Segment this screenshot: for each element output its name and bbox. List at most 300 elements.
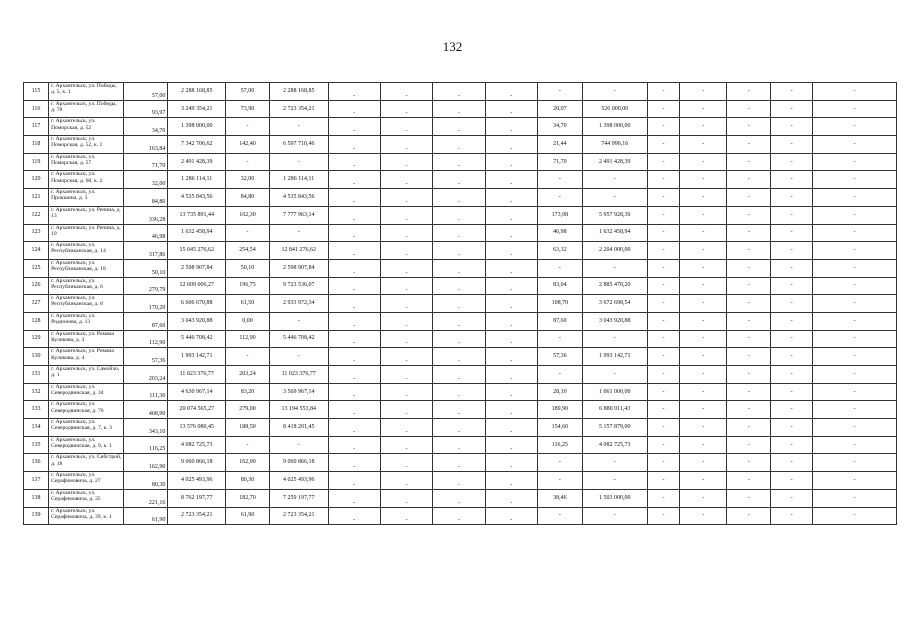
empty-value-cell: - (328, 189, 380, 207)
total-cost-cell: 5 446 708,42 (168, 330, 226, 348)
empty-value-cell: - (380, 419, 432, 437)
total-cost-cell: 13 735 891,44 (168, 206, 226, 224)
row-number-cell: 126 (24, 277, 49, 295)
area-2-cell: 57,36 (537, 348, 582, 366)
cost-2-cell: - (582, 507, 647, 525)
row-number-cell: 131 (24, 366, 49, 384)
row-number-cell: 139 (24, 507, 49, 525)
total-cost-cell: 3 043 920,88 (168, 312, 226, 330)
area-2-cell: 38,46 (537, 489, 582, 507)
area-1-cell: 182,70 (225, 489, 269, 507)
empty-value-cell: - (727, 436, 771, 454)
area-2-cell: 116,25 (537, 436, 582, 454)
table-body (24, 83, 897, 525)
empty-value-cell: - (433, 507, 485, 525)
empty-value-cell: - (680, 401, 727, 419)
empty-value-cell: - (328, 136, 380, 154)
row-number-cell: 115 (24, 83, 49, 101)
total-area-cell: 87,60 (124, 312, 168, 330)
empty-value-cell: - (727, 295, 771, 313)
total-area-cell: 279,79 (124, 277, 168, 295)
empty-value-cell: - (647, 277, 679, 295)
empty-value-cell: - (380, 489, 432, 507)
row-number-cell: 134 (24, 419, 49, 437)
area-2-cell: 108,70 (537, 295, 582, 313)
empty-value-cell: - (727, 277, 771, 295)
empty-value-cell: - (771, 312, 813, 330)
area-2-cell: - (537, 83, 582, 101)
empty-value-cell: - (771, 348, 813, 366)
empty-value-cell: - (647, 507, 679, 525)
empty-value-cell: - (771, 118, 813, 136)
area-1-cell: 279,00 (225, 401, 269, 419)
cost-2-cell: 5 957 928,30 (582, 206, 647, 224)
cost-1-cell: - (269, 153, 328, 171)
empty-value-cell: - (727, 401, 771, 419)
empty-value-cell: - (680, 206, 727, 224)
address-cell: г. Архангельск, ул. Поморская, д. 68, к. 2 (49, 171, 124, 189)
page-number: 132 (442, 39, 463, 54)
row-number-cell: 119 (24, 153, 49, 171)
total-area-cell: 61,90 (124, 507, 168, 525)
area-1-cell: 162,90 (225, 454, 269, 472)
empty-value-cell: - (380, 118, 432, 136)
total-cost-cell: 4 630 967,14 (168, 383, 226, 401)
area-1-cell: 0,00 (225, 312, 269, 330)
empty-value-cell: - (328, 507, 380, 525)
empty-value-cell: - (727, 507, 771, 525)
cost-1-cell: 7 259 197,77 (269, 489, 328, 507)
cost-1-cell: - (269, 348, 328, 366)
empty-value-cell: - (485, 383, 537, 401)
empty-value-cell: - (485, 118, 537, 136)
area-2-cell: 20,07 (537, 100, 582, 118)
empty-value-cell: - (433, 436, 485, 454)
empty-value-cell: - (680, 171, 727, 189)
address-cell: г. Архангельск, ул. Романа Куликова, д. 4 (49, 348, 124, 366)
address-cell: г. Архангельск, ул. Прокшина, д. 3 (49, 189, 124, 207)
empty-value-cell: - (380, 277, 432, 295)
empty-value-cell: - (813, 366, 897, 384)
area-1-cell: - (225, 153, 269, 171)
empty-value-cell: - (485, 401, 537, 419)
empty-value-cell: - (771, 366, 813, 384)
area-2-cell: - (537, 189, 582, 207)
area-2-cell: 173,98 (537, 206, 582, 224)
cost-1-cell: 11 023 376,77 (269, 366, 328, 384)
total-area-cell: 343,10 (124, 419, 168, 437)
cost-1-cell: 8 418 201,45 (269, 419, 328, 437)
table-row (24, 189, 897, 207)
total-cost-cell: 15 045 276,62 (168, 242, 226, 260)
table-row (24, 295, 897, 313)
empty-value-cell: - (727, 419, 771, 437)
area-2-cell: - (537, 454, 582, 472)
row-number-cell: 137 (24, 472, 49, 490)
area-1-cell: 50,10 (225, 259, 269, 277)
empty-value-cell: - (433, 454, 485, 472)
empty-value-cell: - (485, 259, 537, 277)
row-number-cell: 133 (24, 401, 49, 419)
empty-value-cell: - (328, 454, 380, 472)
total-area-cell: 57,36 (124, 348, 168, 366)
table-row (24, 348, 897, 366)
empty-value-cell: - (680, 277, 727, 295)
table-row (24, 206, 897, 224)
empty-value-cell: - (647, 348, 679, 366)
empty-value-cell: - (771, 489, 813, 507)
empty-value-cell: - (328, 100, 380, 118)
empty-value-cell: - (680, 100, 727, 118)
empty-value-cell: - (485, 206, 537, 224)
empty-value-cell: - (328, 206, 380, 224)
total-area-cell: 46,98 (124, 224, 168, 242)
empty-value-cell: - (433, 401, 485, 419)
total-area-cell: 80,30 (124, 472, 168, 490)
cost-1-cell: 1 286 114,11 (269, 171, 328, 189)
empty-value-cell: - (485, 189, 537, 207)
total-area-cell: 203,24 (124, 366, 168, 384)
address-cell: г. Архангельск, ул. Республиканская, д. 18 (49, 259, 124, 277)
empty-value-cell: - (647, 366, 679, 384)
empty-value-cell: - (680, 242, 727, 260)
empty-value-cell: - (647, 454, 679, 472)
table-row (24, 242, 897, 260)
total-area-cell: 84,80 (124, 189, 168, 207)
address-cell: г. Архангельск, ул. Республиканская, д. 6 (49, 277, 124, 295)
empty-value-cell: - (328, 153, 380, 171)
empty-value-cell: - (433, 189, 485, 207)
empty-value-cell: - (433, 366, 485, 384)
empty-value-cell: - (328, 171, 380, 189)
table-row (24, 366, 897, 384)
row-number-cell: 118 (24, 136, 49, 154)
total-cost-cell: 20 074 565,27 (168, 401, 226, 419)
table-row (24, 136, 897, 154)
total-cost-cell: 1 398 000,00 (168, 118, 226, 136)
empty-value-cell: - (380, 366, 432, 384)
cost-2-cell: 1 398 000,00 (582, 118, 647, 136)
empty-value-cell: - (647, 259, 679, 277)
empty-value-cell: - (433, 153, 485, 171)
row-number-cell: 116 (24, 100, 49, 118)
empty-value-cell: - (433, 489, 485, 507)
total-cost-cell: 4 025 493,96 (168, 472, 226, 490)
cost-2-cell: 6 880 011,43 (582, 401, 647, 419)
empty-value-cell: - (647, 83, 679, 101)
empty-value-cell: - (813, 348, 897, 366)
empty-value-cell: - (485, 100, 537, 118)
empty-value-cell: - (771, 206, 813, 224)
empty-value-cell: - (727, 242, 771, 260)
area-1-cell: 61,50 (225, 295, 269, 313)
empty-value-cell: - (328, 242, 380, 260)
empty-value-cell: - (647, 171, 679, 189)
row-number-cell: 138 (24, 489, 49, 507)
empty-value-cell: - (380, 330, 432, 348)
empty-value-cell: - (680, 189, 727, 207)
empty-value-cell: - (380, 153, 432, 171)
empty-value-cell: - (680, 419, 727, 437)
empty-value-cell: - (813, 153, 897, 171)
table-row (24, 489, 897, 507)
empty-value-cell: - (485, 277, 537, 295)
empty-value-cell: - (813, 330, 897, 348)
total-area-cell: 221,16 (124, 489, 168, 507)
table-row (24, 100, 897, 118)
total-area-cell: 50,10 (124, 259, 168, 277)
empty-value-cell: - (380, 436, 432, 454)
total-area-cell: 468,90 (124, 401, 168, 419)
empty-value-cell: - (485, 366, 537, 384)
empty-value-cell: - (813, 454, 897, 472)
cost-2-cell: 4 082 725,73 (582, 436, 647, 454)
cost-2-cell: - (582, 366, 647, 384)
empty-value-cell: - (485, 83, 537, 101)
empty-value-cell: - (680, 436, 727, 454)
empty-value-cell: - (680, 330, 727, 348)
empty-value-cell: - (647, 489, 679, 507)
empty-value-cell: - (727, 454, 771, 472)
cost-1-cell: - (269, 312, 328, 330)
total-cost-cell: 8 762 197,77 (168, 489, 226, 507)
empty-value-cell: - (433, 295, 485, 313)
empty-value-cell: - (727, 348, 771, 366)
empty-value-cell: - (727, 206, 771, 224)
row-number-cell: 121 (24, 189, 49, 207)
address-cell: г. Архангельск, ул. Родионова, д. 13 (49, 312, 124, 330)
empty-value-cell: - (727, 100, 771, 118)
address-cell: г. Архангельск, ул. Репина, д. 13 (49, 206, 124, 224)
row-number-cell: 127 (24, 295, 49, 313)
empty-value-cell: - (813, 189, 897, 207)
empty-value-cell: - (813, 489, 897, 507)
empty-value-cell: - (433, 312, 485, 330)
table-row (24, 277, 897, 295)
empty-value-cell: - (328, 224, 380, 242)
empty-value-cell: - (328, 472, 380, 490)
empty-value-cell: - (727, 171, 771, 189)
empty-value-cell: - (727, 136, 771, 154)
empty-value-cell: - (727, 259, 771, 277)
table-row (24, 118, 897, 136)
total-cost-cell: 2 288 168,85 (168, 83, 226, 101)
empty-value-cell: - (485, 136, 537, 154)
area-1-cell: 203,24 (225, 366, 269, 384)
empty-value-cell: - (485, 436, 537, 454)
empty-value-cell: - (647, 189, 679, 207)
cost-1-cell: 4 025 493,96 (269, 472, 328, 490)
empty-value-cell: - (380, 100, 432, 118)
cost-1-cell: 5 446 708,42 (269, 330, 328, 348)
address-cell: г. Архангельск, ул. Романа Куликова, д. 3 (49, 330, 124, 348)
empty-value-cell: - (485, 489, 537, 507)
empty-value-cell: - (680, 489, 727, 507)
empty-value-cell: - (380, 401, 432, 419)
cost-1-cell: 2 723 354,21 (269, 507, 328, 525)
empty-value-cell: - (813, 383, 897, 401)
empty-value-cell: - (813, 118, 897, 136)
cost-2-cell: - (582, 189, 647, 207)
area-2-cell: 189,90 (537, 401, 582, 419)
empty-value-cell: - (680, 224, 727, 242)
empty-value-cell: - (813, 419, 897, 437)
row-number-cell: 132 (24, 383, 49, 401)
table-row (24, 330, 897, 348)
total-area-cell: 71,70 (124, 153, 168, 171)
empty-value-cell: - (771, 295, 813, 313)
empty-value-cell: - (380, 259, 432, 277)
area-2-cell: 28,10 (537, 383, 582, 401)
empty-value-cell: - (771, 472, 813, 490)
empty-value-cell: - (485, 330, 537, 348)
empty-value-cell: - (680, 295, 727, 313)
row-number-cell: 123 (24, 224, 49, 242)
cost-1-cell: 9 723 536,07 (269, 277, 328, 295)
empty-value-cell: - (380, 242, 432, 260)
total-cost-cell: 1 993 142,71 (168, 348, 226, 366)
area-1-cell: 84,80 (225, 189, 269, 207)
empty-value-cell: - (813, 83, 897, 101)
empty-value-cell: - (813, 224, 897, 242)
empty-value-cell: - (380, 83, 432, 101)
empty-value-cell: - (771, 436, 813, 454)
empty-value-cell: - (813, 242, 897, 260)
total-area-cell: 57,00 (124, 83, 168, 101)
empty-value-cell: - (433, 100, 485, 118)
empty-value-cell: - (647, 206, 679, 224)
area-2-cell: 46,98 (537, 224, 582, 242)
table-row (24, 224, 897, 242)
empty-value-cell: - (328, 348, 380, 366)
empty-value-cell: - (680, 383, 727, 401)
address-cell: г. Архангельск, ул. Северодвинская, д. 76 (49, 401, 124, 419)
empty-value-cell: - (485, 472, 537, 490)
area-2-cell: - (537, 259, 582, 277)
empty-value-cell: - (813, 100, 897, 118)
area-2-cell: - (537, 472, 582, 490)
empty-value-cell: - (380, 454, 432, 472)
cost-1-cell: 2 723 354,21 (269, 100, 328, 118)
cost-2-cell: - (582, 171, 647, 189)
empty-value-cell: - (727, 489, 771, 507)
row-number-cell: 120 (24, 171, 49, 189)
empty-value-cell: - (380, 507, 432, 525)
address-cell: г. Архангельск, ул. Северодвинская, д. 34 (49, 383, 124, 401)
empty-value-cell: - (680, 507, 727, 525)
empty-value-cell: - (433, 277, 485, 295)
empty-value-cell: - (813, 136, 897, 154)
empty-value-cell: - (813, 295, 897, 313)
address-cell: г. Архангельск, ул. Самойло, д. 1 (49, 366, 124, 384)
empty-value-cell: - (433, 171, 485, 189)
empty-value-cell: - (727, 472, 771, 490)
empty-value-cell: - (771, 259, 813, 277)
area-1-cell: 112,90 (225, 330, 269, 348)
cost-1-cell: 2 288 168,85 (269, 83, 328, 101)
cost-1-cell: 9 060 866,18 (269, 454, 328, 472)
empty-value-cell: - (647, 224, 679, 242)
empty-value-cell: - (328, 330, 380, 348)
table-row (24, 454, 897, 472)
empty-value-cell: - (680, 136, 727, 154)
row-number-cell: 130 (24, 348, 49, 366)
empty-value-cell: - (727, 118, 771, 136)
empty-value-cell: - (485, 224, 537, 242)
empty-value-cell: - (433, 348, 485, 366)
empty-value-cell: - (485, 454, 537, 472)
empty-value-cell: - (680, 118, 727, 136)
table-row (24, 507, 897, 525)
empty-value-cell: - (680, 366, 727, 384)
empty-value-cell: - (380, 224, 432, 242)
empty-value-cell: - (328, 366, 380, 384)
table-row (24, 259, 897, 277)
empty-value-cell: - (328, 295, 380, 313)
empty-value-cell: - (380, 472, 432, 490)
empty-value-cell: - (771, 507, 813, 525)
table-row (24, 153, 897, 171)
area-1-cell: - (225, 436, 269, 454)
total-area-cell: 32,00 (124, 171, 168, 189)
total-area-cell: 317,86 (124, 242, 168, 260)
address-cell: г. Архангельск, ул. Поморская, д. 52, к. 1 (49, 136, 124, 154)
table-row (24, 419, 897, 437)
empty-value-cell: - (771, 383, 813, 401)
cost-2-cell: 1 503 000,00 (582, 489, 647, 507)
empty-value-cell: - (433, 206, 485, 224)
area-2-cell: - (537, 507, 582, 525)
empty-value-cell: - (647, 330, 679, 348)
empty-value-cell: - (328, 383, 380, 401)
area-1-cell: 73,90 (225, 100, 269, 118)
empty-value-cell: - (380, 295, 432, 313)
empty-value-cell: - (813, 277, 897, 295)
table-row (24, 83, 897, 101)
cost-2-cell: 5 157 879,00 (582, 419, 647, 437)
area-1-cell: 188,50 (225, 419, 269, 437)
empty-value-cell: - (328, 436, 380, 454)
area-2-cell: 34,70 (537, 118, 582, 136)
empty-value-cell: - (680, 348, 727, 366)
empty-value-cell: - (485, 171, 537, 189)
area-2-cell: 87,60 (537, 312, 582, 330)
row-number-cell: 128 (24, 312, 49, 330)
empty-value-cell: - (813, 507, 897, 525)
total-area-cell: 111,30 (124, 383, 168, 401)
area-2-cell: 71,70 (537, 153, 582, 171)
cost-1-cell: 12 841 276,62 (269, 242, 328, 260)
empty-value-cell: - (771, 136, 813, 154)
empty-value-cell: - (727, 366, 771, 384)
empty-value-cell: - (647, 118, 679, 136)
cost-2-cell: 3 672 698,54 (582, 295, 647, 313)
address-cell: г. Архангельск, ул. Республиканская, д. 14 (49, 242, 124, 260)
empty-value-cell: - (485, 348, 537, 366)
empty-value-cell: - (485, 419, 537, 437)
area-2-cell: - (537, 330, 582, 348)
empty-value-cell: - (433, 330, 485, 348)
cost-2-cell: 1 061 000,00 (582, 383, 647, 401)
empty-value-cell: - (813, 171, 897, 189)
empty-value-cell: - (680, 472, 727, 490)
cost-2-cell: 3 043 920,88 (582, 312, 647, 330)
empty-value-cell: - (647, 136, 679, 154)
address-cell: г. Архангельск, ул. Поморская, д. 57 (49, 153, 124, 171)
empty-value-cell: - (727, 224, 771, 242)
row-number-cell: 122 (24, 206, 49, 224)
empty-value-cell: - (647, 312, 679, 330)
